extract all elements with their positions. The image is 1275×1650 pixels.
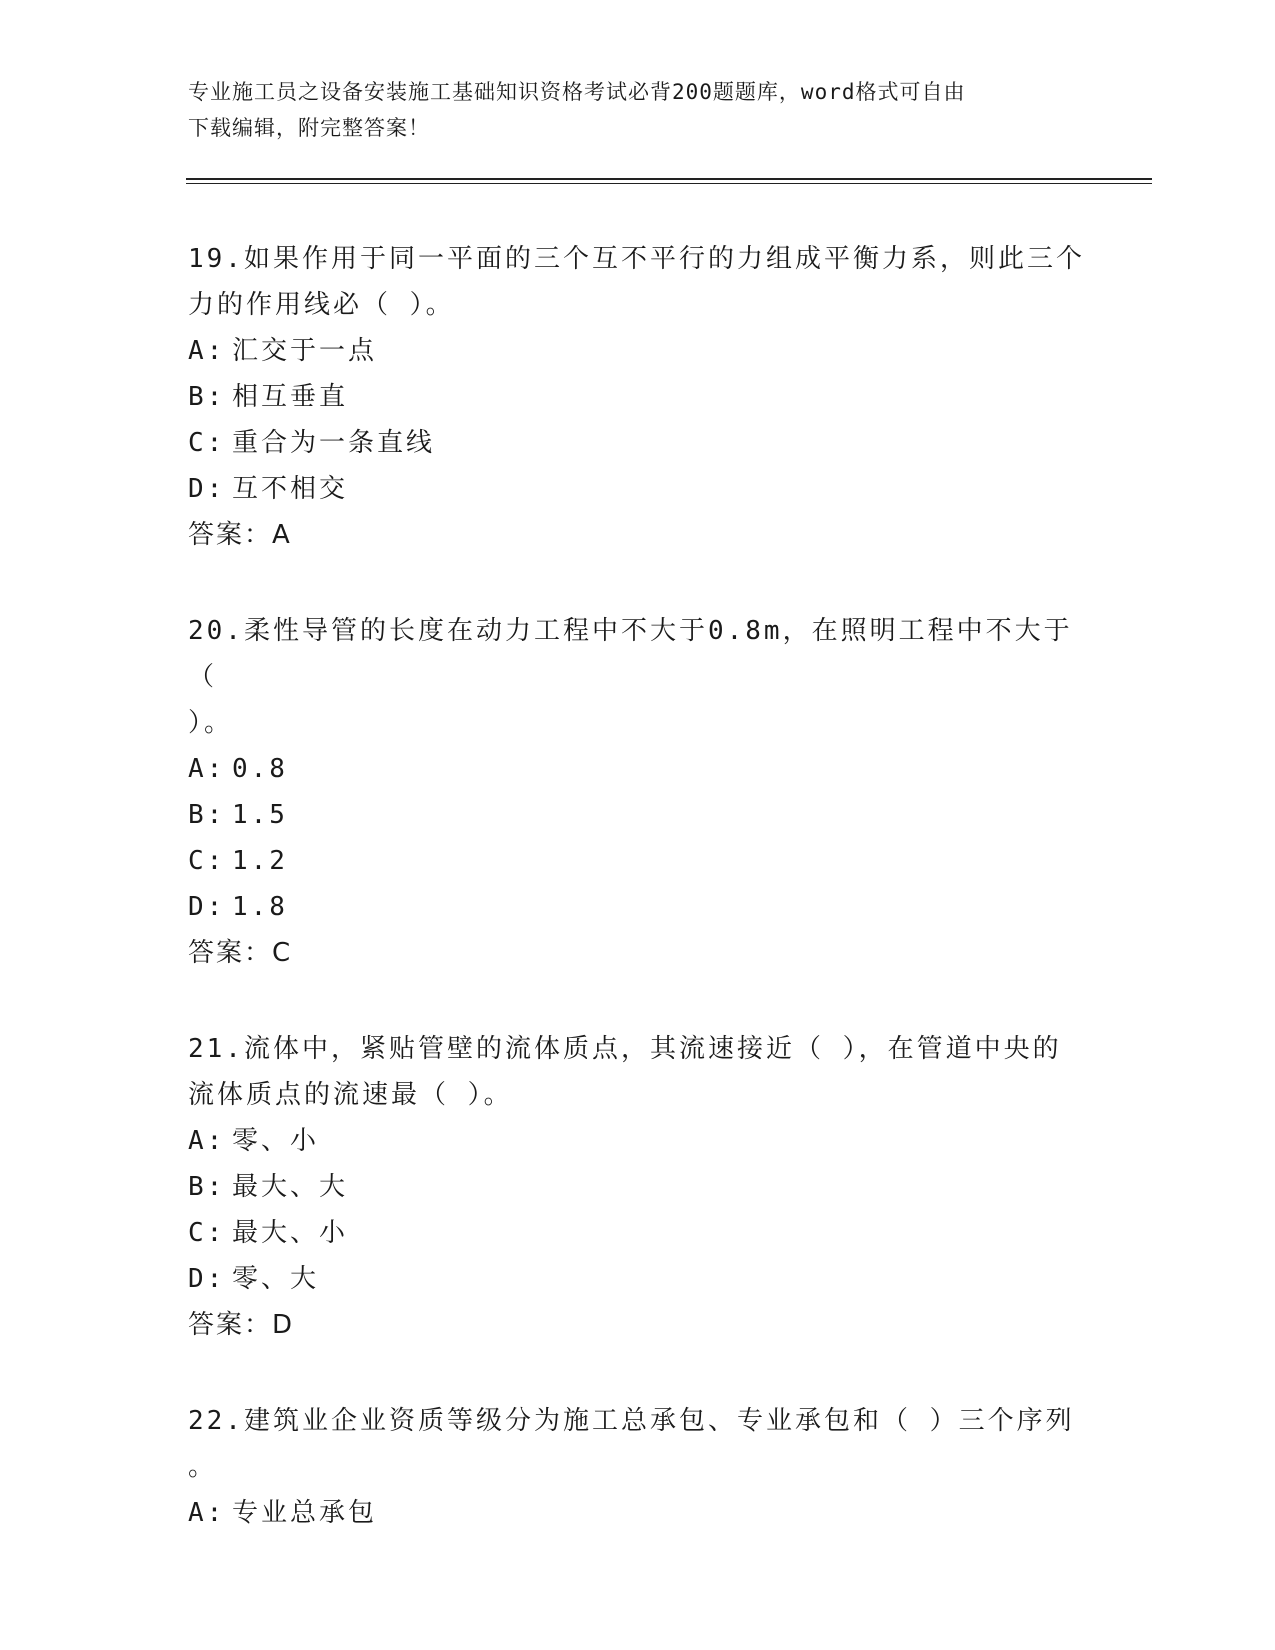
- question-stem-line-1: 20.柔性导管的长度在动力工程中不大于0.8m，在照明工程中不大于（: [188, 616, 1073, 692]
- question-20: [188, 608, 1088, 976]
- option-key: C:: [188, 846, 226, 876]
- option-key: D:: [188, 474, 226, 504]
- option-text: 1.8: [232, 892, 288, 922]
- option-text: 零、大: [232, 1264, 320, 1294]
- document-header: [188, 74, 1088, 146]
- question-list: [188, 236, 1088, 1586]
- option-key: A:: [188, 336, 226, 366]
- option-key: C:: [188, 1218, 226, 1248]
- header-line-2: 下载编辑，附完整答案！: [188, 116, 430, 140]
- option-b: [188, 792, 1088, 838]
- question-stem-line-1: 21.流体中，紧贴管壁的流体质点，其流速接近（ ），在管道中央的: [188, 1034, 1062, 1064]
- question-22: [188, 1398, 1088, 1536]
- answer-line: 答案：D: [188, 1310, 295, 1340]
- option-key: D:: [188, 892, 226, 922]
- option-key: B:: [188, 1172, 226, 1202]
- option-key: B:: [188, 800, 226, 830]
- option-a: [188, 746, 1088, 792]
- answer-line: 答案：C: [188, 938, 293, 968]
- option-text: 最大、小: [232, 1218, 349, 1248]
- question-stem-line-2: 流体质点的流速最（ ）。: [188, 1080, 513, 1110]
- option-b: [188, 374, 1088, 420]
- option-d: [188, 466, 1088, 512]
- option-key: B:: [188, 382, 226, 412]
- question-stem-line-1: 19.如果作用于同一平面的三个互不平行的力组成平衡力系，则此三个: [188, 244, 1085, 274]
- option-a: [188, 328, 1088, 374]
- option-d: [188, 884, 1088, 930]
- option-key: A:: [188, 1126, 226, 1156]
- header-line-1: 专业施工员之设备安装施工基础知识资格考试必背200题题库，word格式可自由: [188, 80, 966, 104]
- option-key: A:: [188, 754, 226, 784]
- option-text: 汇交于一点: [232, 336, 378, 366]
- option-text: 重合为一条直线: [232, 428, 436, 458]
- question-stem-line-1: 22.建筑业企业资质等级分为施工总承包、专业承包和（ ）三个序列: [188, 1406, 1075, 1436]
- option-text: 1.5: [232, 800, 288, 830]
- option-text: 相互垂直: [232, 382, 349, 412]
- header-rule-thick: [186, 178, 1152, 180]
- option-text: 最大、大: [232, 1172, 349, 1202]
- option-c: [188, 838, 1088, 884]
- question-21: [188, 1026, 1088, 1348]
- option-key: D:: [188, 1264, 226, 1294]
- question-stem-line-2: ）。: [188, 708, 234, 738]
- question-19: [188, 236, 1088, 558]
- option-text: 专业总承包: [232, 1498, 378, 1528]
- question-stem-line-2: 。: [188, 1452, 218, 1482]
- option-key: A:: [188, 1498, 226, 1528]
- option-text: 0.8: [232, 754, 288, 784]
- option-b: [188, 1164, 1088, 1210]
- option-text: 互不相交: [232, 474, 349, 504]
- answer-line: 答案：A: [188, 520, 292, 550]
- option-c: [188, 1210, 1088, 1256]
- header-rule-thin: [186, 183, 1152, 184]
- option-a: [188, 1490, 1088, 1536]
- option-text: 零、小: [232, 1126, 320, 1156]
- option-a: [188, 1118, 1088, 1164]
- option-d: [188, 1256, 1088, 1302]
- option-key: C:: [188, 428, 226, 458]
- question-stem-line-2: 力的作用线必（ ）。: [188, 290, 455, 320]
- option-c: [188, 420, 1088, 466]
- option-text: 1.2: [232, 846, 288, 876]
